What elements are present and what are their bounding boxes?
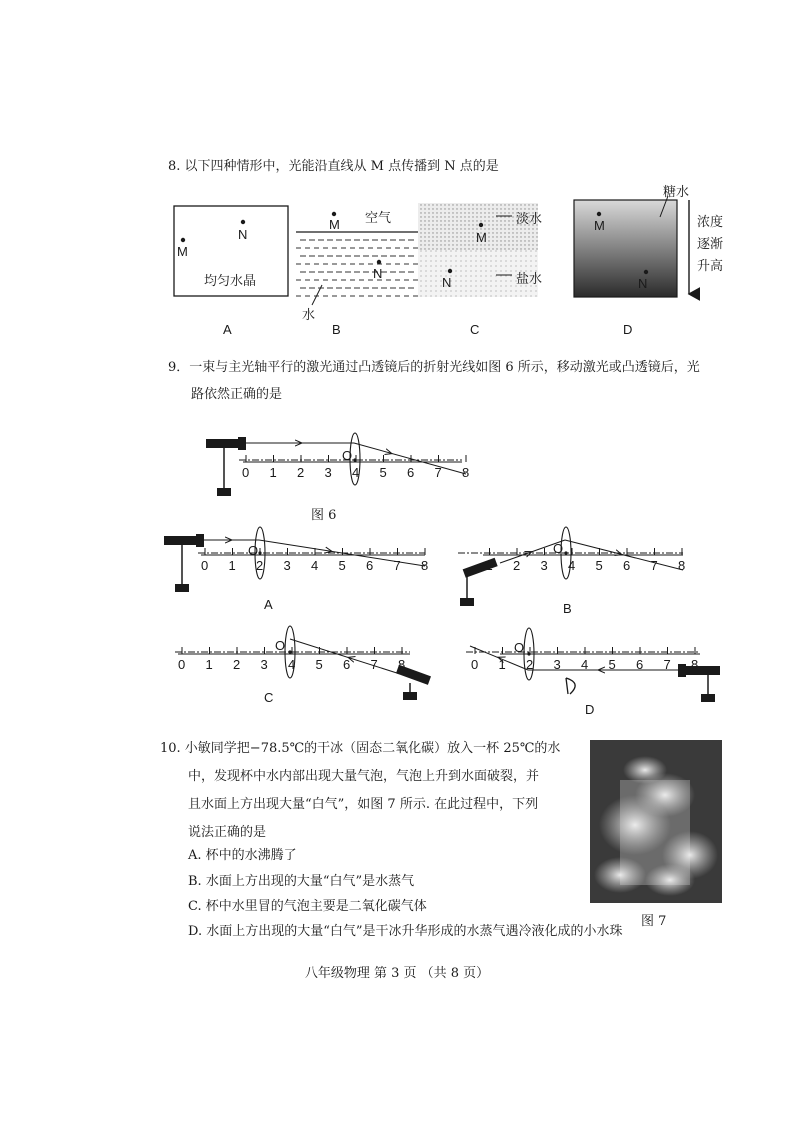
- tick-label: 3: [553, 657, 561, 672]
- tick-label: 3: [283, 558, 291, 573]
- option-c-label-q8: C: [470, 322, 480, 337]
- tick-label: 2: [256, 558, 264, 573]
- q10-option-a: A. 杯中的水沸腾了: [188, 848, 297, 863]
- tick-label: 1: [269, 465, 277, 480]
- dry-ice-photo: [590, 740, 722, 903]
- point-m-c: [479, 223, 483, 227]
- q10-stem-line2: 中，发现杯中水内部出现大量气泡，气泡上升到水面破裂，并: [188, 769, 540, 784]
- option-c-diagram: [175, 626, 431, 700]
- tick-label: 1: [228, 558, 236, 573]
- panel-b-air: 空气: [365, 211, 392, 226]
- option-b-label-q8: B: [332, 322, 341, 337]
- q10-option-c: C. 杯中水里冒的气泡主要是二氧化碳气体: [188, 899, 427, 914]
- tick-label: 6: [366, 558, 374, 573]
- q10-option-d: D. 水面上方出现的大量“白气”是干冰升华形成的水蒸气遇冷液化成的小水珠: [188, 924, 623, 939]
- panel-a-n-label: N: [238, 227, 248, 242]
- panel-a-m-label: M: [177, 244, 188, 259]
- tick-label: 2: [297, 465, 305, 480]
- tick-label: 8: [421, 558, 429, 573]
- tick-label: 7: [663, 657, 671, 672]
- point-n-a: [241, 220, 245, 224]
- panel-d-conc-2: 逐渐: [697, 237, 724, 252]
- q9-stem-line1: 9．一束与主光轴平行的激光通过凸透镜后的折射光线如图 6 所示，移动激光或凸透镜后，光: [168, 360, 700, 375]
- tick-label: 5: [595, 558, 603, 573]
- tick-label: 3: [324, 465, 332, 480]
- panel-b-m-label: M: [329, 217, 340, 232]
- tick-label: 4: [568, 558, 576, 573]
- option-d-label-q8: D: [623, 322, 633, 337]
- panel-b-n-label: N: [373, 266, 383, 281]
- tick-label: 5: [315, 657, 323, 672]
- option-a-label-q8: A: [223, 322, 232, 337]
- tick-label: 3: [260, 657, 268, 672]
- tick-label: 7: [434, 465, 442, 480]
- tick-label: 4: [581, 657, 589, 672]
- tick-label: 6: [407, 465, 415, 480]
- option-c-label: C: [264, 690, 274, 705]
- tick-label: 1: [205, 657, 213, 672]
- tick-label: 0: [242, 465, 250, 480]
- q10-stem-line1: 10. 小敏同学把−78.5℃的干冰（固态二氧化碳）放入一杯 25℃的水: [160, 741, 561, 756]
- fig7-label: 图 7: [641, 914, 667, 929]
- tick-label: 6: [343, 657, 351, 672]
- tick-label: 4: [311, 558, 319, 573]
- panel-a-medium: 均匀水晶: [204, 274, 257, 289]
- option-b-origin: O: [553, 541, 564, 556]
- tick-label: 0: [178, 657, 186, 672]
- tick-label: 5: [379, 465, 387, 480]
- point-m-b: [332, 212, 336, 216]
- tick-label: 8: [678, 558, 686, 573]
- point-n-c: [448, 269, 452, 273]
- option-c-origin: O: [275, 638, 286, 653]
- q10-option-b: B. 水面上方出现的大量“白气”是水蒸气: [188, 874, 415, 889]
- tick-label: 5: [608, 657, 616, 672]
- option-a-origin: O: [248, 543, 259, 558]
- tick-label: 1: [485, 558, 493, 573]
- q8-stem: 8. 以下四种情形中，光能沿直线从 M 点传播到 N 点的是: [168, 159, 499, 174]
- water-dashes-b: [296, 240, 418, 296]
- fig6-origin: O: [342, 448, 353, 463]
- tick-label: 2: [233, 657, 241, 672]
- panel-c-salt-water: 盐水: [516, 272, 543, 287]
- q10-stem-line3: 且水面上方出现大量“白气”，如图 7 所示. 在此过程中，下列: [188, 797, 539, 812]
- tick-label: 1: [498, 657, 506, 672]
- tick-label: 4: [288, 657, 296, 672]
- tick-label: 0: [471, 657, 479, 672]
- panel-c-m-label: M: [476, 230, 487, 245]
- panel-c-fresh-water: 淡水: [516, 212, 543, 227]
- panel-b-water: 水: [302, 308, 316, 323]
- panel-d-conc-1: 浓度: [697, 215, 724, 230]
- point-n-d: [644, 270, 648, 274]
- tick-label: 8: [398, 657, 406, 672]
- panel-d-m-label: M: [594, 218, 605, 233]
- option-d-origin: O: [514, 640, 525, 655]
- panel-d-sugar-water: 糖水: [663, 185, 690, 200]
- tick-label: 6: [636, 657, 644, 672]
- tick-label: 0: [201, 558, 209, 573]
- option-a-label: A: [264, 597, 273, 612]
- panel-c-n-label: N: [442, 275, 452, 290]
- point-m-a: [181, 238, 185, 242]
- point-m-d: [597, 212, 601, 216]
- panel-d-n-label: N: [638, 276, 648, 291]
- q10-stem-line4: 说法正确的是: [188, 825, 267, 840]
- tick-label: 8: [691, 657, 699, 672]
- tick-label: 2: [526, 657, 534, 672]
- handwritten-d-mark: [566, 678, 575, 694]
- tick-label: 3: [540, 558, 548, 573]
- tick-label: 4: [352, 465, 360, 480]
- panel-d-conc-3: 升高: [697, 259, 724, 274]
- fig6-label: 图 6: [311, 508, 337, 523]
- page-footer: 八年级物理 第 3 页 （共 8 页）: [304, 966, 490, 981]
- tick-label: 6: [623, 558, 631, 573]
- point-n-b: [377, 260, 381, 264]
- option-b-label: B: [563, 601, 572, 616]
- tick-label: 7: [393, 558, 401, 573]
- sugar-water-box: [574, 200, 677, 297]
- tick-label: 7: [370, 657, 378, 672]
- tick-label: 2: [513, 558, 521, 573]
- tick-label: 5: [338, 558, 346, 573]
- tick-label: 8: [462, 465, 470, 480]
- q9-stem-line2: 路依然正确的是: [191, 387, 283, 402]
- option-d-label: D: [585, 702, 595, 717]
- tick-label: 7: [650, 558, 658, 573]
